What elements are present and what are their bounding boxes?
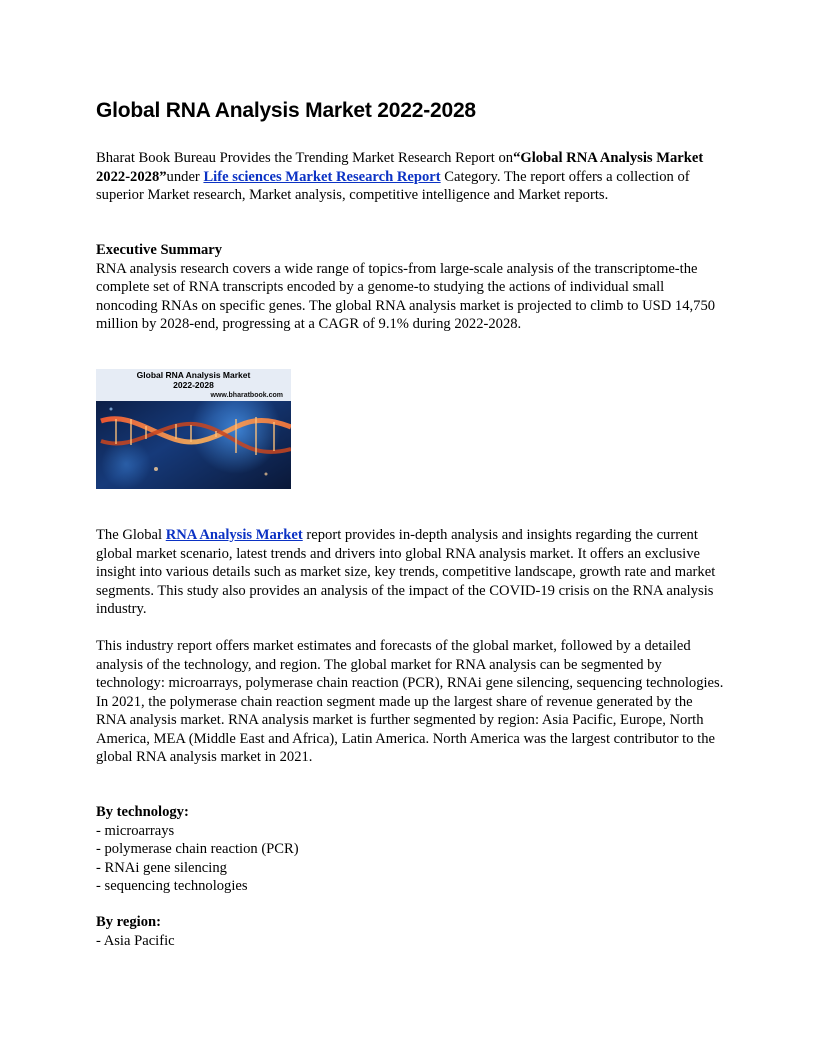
intro-text: Bharat Book Bureau Provides the Trending Market Research Report on — [96, 150, 514, 166]
intro-under-text: under — [166, 168, 204, 185]
list-item: - polymerase chain reaction (PCR) — [96, 841, 299, 857]
executive-summary-text: RNA analysis research covers a wide range of topics-from large-scale analysis of the transcriptome-the complete set of RNA transcripts encoded by a genome-to studying the actions of individual small noncoding RNAs on specific genes. The global RNA analysis market is projected to climb to USD 14,750 million by 2028-end, progressing at a CAGR of 9.1% during 2022-2028. — [96, 260, 716, 332]
executive-summary-heading: Executive Summary — [96, 242, 223, 258]
market-banner-image — [96, 369, 291, 489]
overview-text-start: The Global — [96, 527, 166, 543]
intro-tail-text: Category. The report offers a collection of superior Market research, Market analysis, competitive intelligence and Market reports. — [96, 168, 690, 203]
category-link[interactable]: Life sciences Market Research Report — [203, 168, 441, 185]
by-region-section — [96, 913, 724, 950]
list-item: - Asia Pacific — [96, 932, 175, 949]
banner-title: Global RNA Analysis Market — [136, 370, 251, 380]
list-item: - RNAi gene silencing — [96, 859, 227, 876]
list-item: - sequencing technologies — [96, 878, 248, 894]
intro-paragraph — [96, 149, 724, 205]
by-region-heading: By region: — [96, 914, 161, 930]
overview-text-rest: report provides in-depth analysis and insights regarding the current global market scenario, latest trends and drivers into global RNA analysis market. It offers an exclusive insight into various details such as market size, key trends, competitive landscape, growth rate and market segments. This study also provides an analysis of the impact of the COVID-19 crisis on the RNA analysis industry. — [96, 527, 716, 617]
banner-years: 2022-2028 — [173, 380, 214, 390]
list-item: - microarrays — [96, 822, 175, 839]
by-technology-heading: By technology: — [96, 804, 189, 820]
report-name: “Global RNA Analysis Market 2022-2028” — [96, 150, 704, 185]
by-technology-section — [96, 803, 724, 896]
banner-url: www.bharatbook.com — [210, 392, 283, 399]
page-title: Global RNA Analysis Market 2022-2028 — [96, 99, 476, 122]
rna-analysis-market-link[interactable]: RNA Analysis Market — [165, 527, 303, 543]
segmentation-paragraph: This industry report offers market estimates and forecasts of the global market, followed by a detailed analysis of the technology, and region. The global market for RNA analysis can be segmented by technology: microarrays, polymerase chain reaction (PCR), RNAi gene silencing, sequencing technologies. In 2021, the polymerase chain reaction segment made up the largest share of revenue generated by the RNA analysis market. RNA analysis market is further segmented by region: Asia Pacific, Europe, North America, MEA (Middle East and Africa), Latin America. North America was the largest contributor to the global RNA analysis market in 2021. — [96, 638, 724, 765]
executive-summary — [96, 241, 724, 334]
report-overview-paragraph — [96, 526, 724, 619]
